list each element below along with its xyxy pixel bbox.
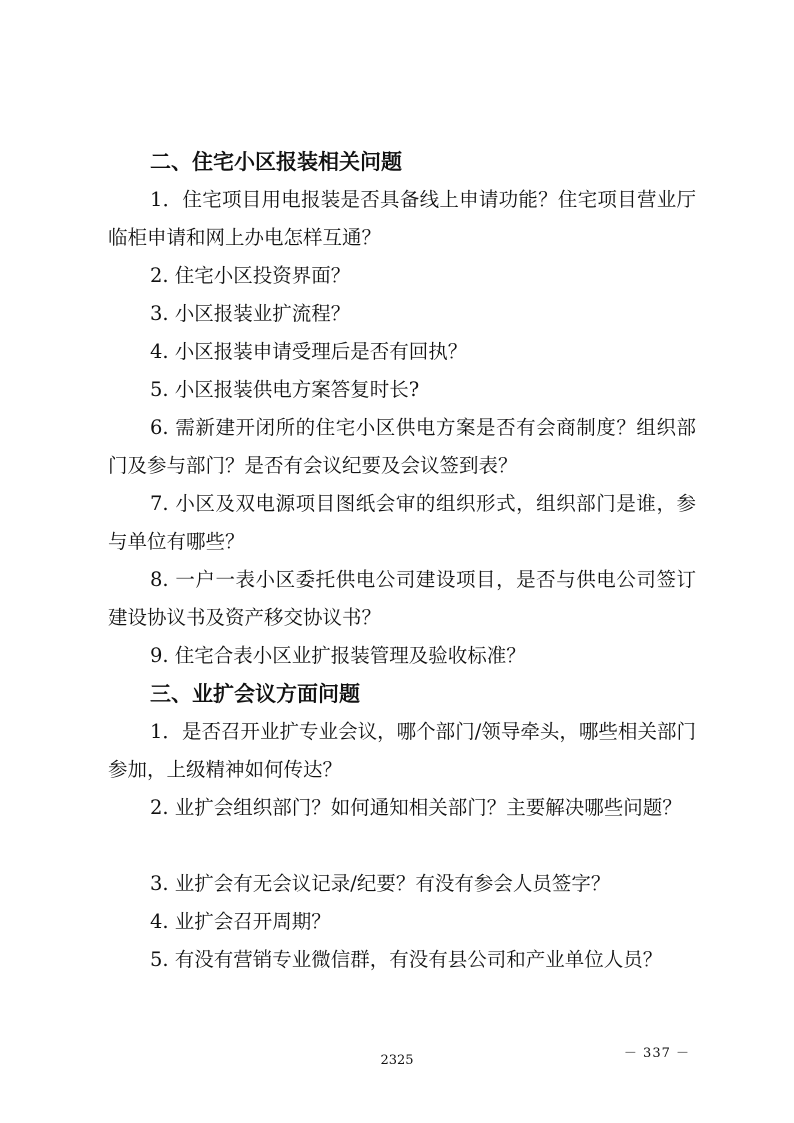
question-meetings-2: 2. 业扩会组织部门？如何通知相关部门？主要解决哪些问题？: [150, 796, 682, 819]
question-meetings-4: 4. 业扩会召开周期？: [150, 910, 331, 933]
question-residential-3: 3. 小区报装业扩流程？: [150, 302, 351, 325]
section-heading-meetings: 三、业扩会议方面问题: [150, 682, 360, 706]
question-meetings-5: 5. 有没有营销专业微信群，有没有县公司和产业单位人员？: [150, 948, 663, 971]
page-number: － 337 －: [623, 1046, 690, 1061]
question-residential-8: 8. 一户一表小区委托供电公司建设项目，是否与供电公司签订建设协议书及资产移交协议书？: [108, 568, 696, 629]
question-residential-5: 5. 小区报装供电方案答复时长?: [150, 378, 420, 401]
document-body: [108, 143, 696, 979]
question-residential-2: 2. 住宅小区投资界面？: [150, 264, 351, 287]
question-residential-6: 6. 需新建开闭所的住宅小区供电方案是否有会商制度？组织部门及参与部门？是否有会议纪要及会议签到表？: [108, 416, 696, 477]
question-meetings-3: 3. 业扩会有无会议记录/纪要？有没有参会人员签字？: [150, 872, 611, 895]
question-residential-7: 7. 小区及双电源项目图纸会审的组织形式，组织部门是谁，参与单位有哪些？: [108, 492, 696, 553]
section-heading-residential: 二、住宅小区报装相关问题: [150, 150, 402, 174]
question-residential-9: 9. 住宅合表小区业扩报装管理及验收标准？: [150, 644, 526, 667]
question-residential-4: 4. 小区报装申请受理后是否有回执？: [150, 340, 468, 363]
question-meetings-1: 1．是否召开业扩专业会议，哪个部门/领导牵头，哪些相关部门参加，上级精神如何传达？: [108, 720, 696, 781]
question-residential-1: 1．住宅项目用电报装是否具备线上申请功能？住宅项目营业厅临柜申请和网上办电怎样互通？: [108, 188, 696, 249]
page-stamp: 2325: [380, 1053, 414, 1068]
